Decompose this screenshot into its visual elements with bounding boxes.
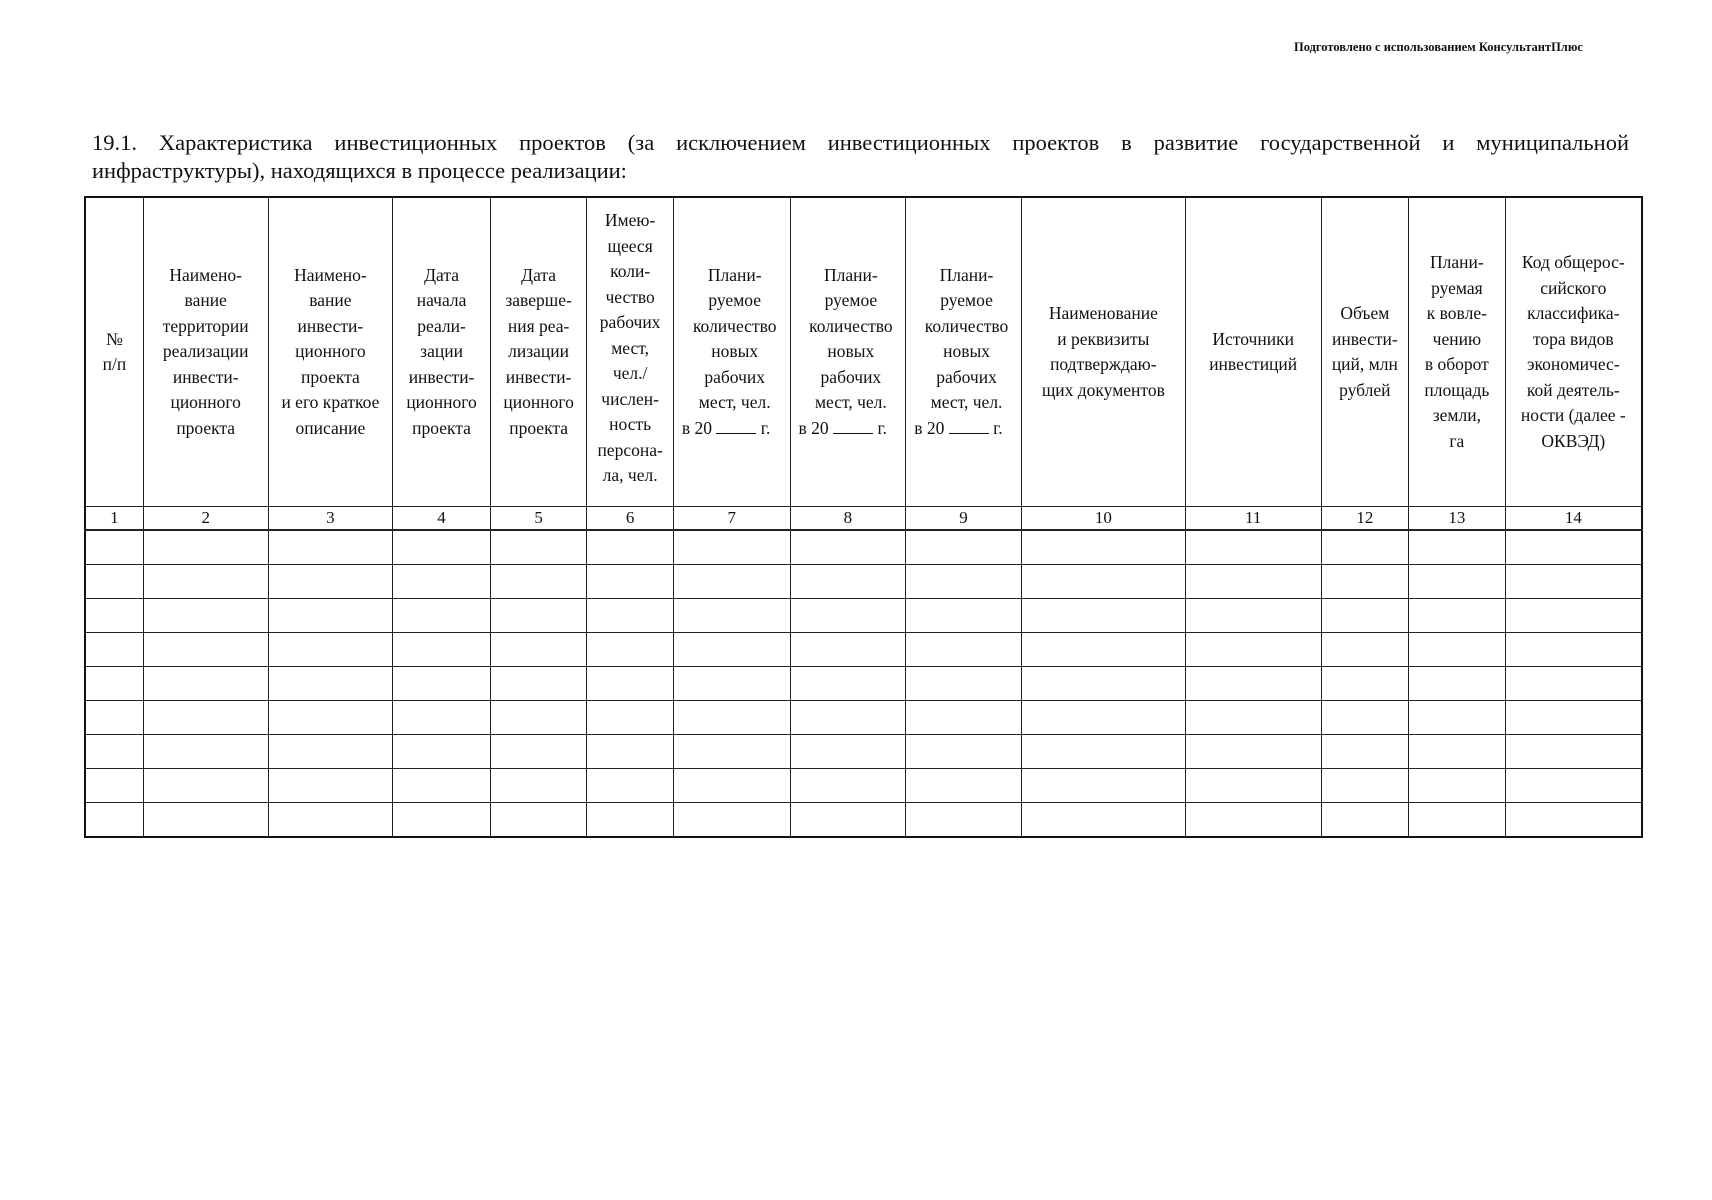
header-line: новых	[943, 341, 990, 362]
table-cell[interactable]	[906, 667, 1022, 701]
header-line: Наимено-	[294, 264, 367, 285]
table-cell[interactable]	[1409, 530, 1506, 565]
header-line: руемое	[940, 290, 993, 311]
header-line: мест,	[611, 337, 649, 358]
header-line: ность	[609, 414, 652, 434]
table-cell[interactable]	[143, 701, 268, 735]
table-cell[interactable]	[1505, 803, 1642, 838]
table-cell[interactable]	[1021, 667, 1185, 701]
table-cell[interactable]	[143, 667, 268, 701]
table-row	[85, 633, 1642, 667]
header-line: рабочих	[704, 366, 766, 387]
header-line: инвести-	[172, 366, 239, 387]
header-line: Дата	[424, 264, 459, 285]
table-cell[interactable]	[790, 667, 906, 701]
header-line: вание	[184, 290, 227, 311]
header-line: площадь	[1424, 379, 1490, 400]
table-cell[interactable]	[1321, 735, 1409, 769]
table-cell[interactable]	[1185, 701, 1321, 735]
column-number: 2	[143, 507, 268, 531]
table-cell[interactable]	[268, 530, 393, 565]
table-cell[interactable]	[906, 769, 1022, 803]
header-line: Плани-	[707, 264, 762, 285]
table-cell[interactable]	[490, 530, 587, 565]
table-cell[interactable]	[393, 633, 491, 667]
header-line: описание	[295, 417, 366, 438]
table-cell[interactable]	[1505, 565, 1642, 599]
table-cell[interactable]	[143, 769, 268, 803]
header-line: Наименование	[1048, 303, 1158, 323]
year-line	[682, 416, 788, 442]
header-line: щееся	[607, 235, 653, 256]
table-row	[85, 565, 1642, 599]
header-line: реали-	[417, 315, 466, 336]
header-line: проекта	[412, 417, 471, 438]
header-line: зации	[420, 341, 463, 362]
table-cell[interactable]	[143, 803, 268, 838]
column-number: 6	[587, 507, 674, 531]
table-cell[interactable]	[1185, 530, 1321, 565]
investment-projects-table	[84, 196, 1643, 838]
table-cell[interactable]	[906, 701, 1022, 735]
table-cell[interactable]	[1505, 667, 1642, 701]
header-line: чению	[1432, 328, 1482, 349]
header-line: ционного	[503, 392, 574, 413]
header-cell	[790, 197, 906, 507]
table-cell[interactable]	[1321, 633, 1409, 667]
table-row	[85, 599, 1642, 633]
year-blank[interactable]	[833, 417, 873, 434]
header-line: Источники	[1212, 328, 1294, 349]
table-cell[interactable]	[490, 803, 587, 838]
header-line: Код общерос-	[1521, 252, 1625, 272]
table-cell[interactable]	[143, 633, 268, 667]
table-cell[interactable]	[587, 667, 674, 701]
table-cell[interactable]	[1505, 599, 1642, 633]
column-number-row	[85, 507, 1642, 531]
header-line: инвести-	[1331, 328, 1398, 349]
table-header-row	[85, 197, 1642, 507]
table-cell[interactable]	[790, 599, 906, 633]
header-line: реализации	[162, 341, 249, 362]
header-cell	[1021, 197, 1185, 507]
table-cell[interactable]	[268, 633, 393, 667]
table-row	[85, 701, 1642, 735]
header-line: тора видов	[1533, 328, 1614, 349]
header-cell	[143, 197, 268, 507]
header-line: кой деятель-	[1526, 379, 1620, 400]
table-body	[85, 507, 1642, 838]
table-cell[interactable]	[587, 599, 674, 633]
year-blank[interactable]	[949, 417, 989, 434]
header-line: начала	[416, 290, 467, 311]
header-line: ОКВЭД)	[1541, 430, 1606, 451]
table-cell[interactable]	[143, 735, 268, 769]
header-line: руемая	[1431, 277, 1483, 298]
table-cell[interactable]	[393, 701, 491, 735]
header-line: рабочих	[599, 312, 661, 332]
header-line: числен-	[601, 388, 659, 409]
table-cell[interactable]	[268, 701, 393, 735]
table-cell[interactable]	[1409, 735, 1506, 769]
header-cell	[490, 197, 587, 507]
header-line: ционного	[406, 392, 477, 413]
header-line: количество	[692, 315, 777, 336]
table-cell[interactable]	[790, 735, 906, 769]
header-cell	[587, 197, 674, 507]
header-line: новых	[827, 341, 875, 362]
table-cell[interactable]	[393, 769, 491, 803]
table-cell[interactable]	[393, 530, 491, 565]
section-heading	[92, 129, 1629, 185]
header-line: проекта	[176, 417, 236, 438]
table-cell[interactable]	[673, 565, 790, 599]
header-line: №	[106, 328, 123, 349]
column-number: 11	[1185, 507, 1321, 531]
header-line: инвести-	[408, 366, 475, 387]
table-cell[interactable]	[906, 565, 1022, 599]
header-line: земли,	[1432, 405, 1481, 425]
table-cell[interactable]	[143, 599, 268, 633]
table-cell[interactable]	[673, 803, 790, 838]
year-blank[interactable]	[716, 417, 756, 434]
table-cell[interactable]	[1185, 565, 1321, 599]
table-cell[interactable]	[1505, 701, 1642, 735]
table-cell[interactable]	[1021, 530, 1185, 565]
header-line: чество	[605, 286, 655, 307]
column-number: 3	[268, 507, 393, 531]
table-cell[interactable]	[1409, 701, 1506, 735]
header-line: заверше-	[505, 290, 572, 311]
table-cell[interactable]	[587, 565, 674, 599]
table-cell[interactable]	[1321, 530, 1409, 565]
table-row	[85, 769, 1642, 803]
year-prefix: в 20	[798, 417, 829, 438]
header-cell	[85, 197, 143, 507]
table-cell[interactable]	[268, 565, 393, 599]
table-cell[interactable]	[673, 735, 790, 769]
table-cell[interactable]	[1185, 769, 1321, 803]
table-cell[interactable]	[1321, 565, 1409, 599]
column-number: 4	[393, 507, 491, 531]
header-line: инвести-	[297, 315, 364, 336]
header-line: проекта	[301, 366, 360, 387]
table-cell[interactable]	[393, 803, 491, 838]
table-cell[interactable]	[1185, 633, 1321, 667]
header-cell	[1321, 197, 1409, 507]
table-cell[interactable]	[1021, 769, 1185, 803]
header-line: ций, млн	[1331, 354, 1398, 374]
table-cell[interactable]	[1505, 633, 1642, 667]
header-line: коли-	[610, 261, 651, 281]
table-cell[interactable]	[1321, 803, 1409, 838]
year-suffix: г.	[873, 417, 888, 438]
table-cell[interactable]	[85, 565, 143, 599]
header-line: Объем	[1340, 303, 1390, 323]
table-cell[interactable]	[790, 565, 906, 599]
table-cell[interactable]	[1185, 735, 1321, 769]
header-line: руемое	[824, 290, 878, 311]
table-cell[interactable]	[268, 735, 393, 769]
header-line: га	[1449, 430, 1465, 451]
header-line: Дата	[521, 264, 557, 285]
table-cell[interactable]	[268, 667, 393, 701]
table-cell[interactable]	[1021, 633, 1185, 667]
table-cell[interactable]	[673, 633, 790, 667]
table-cell[interactable]	[1185, 599, 1321, 633]
table-cell[interactable]	[906, 633, 1022, 667]
table-cell[interactable]	[490, 735, 587, 769]
table-cell[interactable]	[1321, 599, 1409, 633]
table-cell[interactable]	[587, 803, 674, 838]
table-cell[interactable]	[1021, 599, 1185, 633]
table-cell[interactable]	[490, 769, 587, 803]
table-cell[interactable]	[587, 530, 674, 565]
table-cell[interactable]	[393, 667, 491, 701]
header-line: ционного	[170, 392, 241, 413]
header-line: мест, чел.	[814, 392, 887, 413]
table-cell[interactable]	[673, 530, 790, 565]
header-line: рабочих	[820, 366, 882, 387]
header-line: мест, чел.	[930, 392, 1003, 413]
table-row	[85, 667, 1642, 701]
header-line: к вовле-	[1426, 303, 1487, 323]
header-line: ности (далее -	[1520, 405, 1626, 425]
year-prefix: в 20	[681, 417, 713, 438]
table-cell[interactable]	[1021, 803, 1185, 838]
table-cell[interactable]	[906, 803, 1022, 838]
year-suffix: г.	[988, 417, 1003, 438]
table-cell[interactable]	[268, 769, 393, 803]
table-row	[85, 735, 1642, 769]
column-number: 10	[1021, 507, 1185, 531]
table-cell[interactable]	[587, 769, 674, 803]
header-line: мест, чел.	[698, 392, 771, 413]
table-cell[interactable]	[1185, 667, 1321, 701]
table-cell[interactable]	[1409, 565, 1506, 599]
table-cell[interactable]	[393, 599, 491, 633]
header-cell	[1409, 197, 1506, 507]
table-cell[interactable]	[1409, 599, 1506, 633]
header-line: инвестиций	[1209, 354, 1298, 374]
table-cell[interactable]	[1021, 701, 1185, 735]
header-cell	[268, 197, 393, 507]
table-cell[interactable]	[673, 701, 790, 735]
table-cell[interactable]	[906, 735, 1022, 769]
column-number: 8	[790, 507, 906, 531]
header-line: и его краткое	[281, 392, 380, 413]
table-cell[interactable]	[1505, 735, 1642, 769]
table-cell[interactable]	[587, 735, 674, 769]
table-cell[interactable]	[1505, 530, 1642, 565]
table-cell[interactable]	[1321, 667, 1409, 701]
table-cell[interactable]	[85, 530, 143, 565]
table-cell[interactable]	[790, 530, 906, 565]
header-line: чел./	[612, 363, 648, 383]
column-number: 5	[490, 507, 587, 531]
header-line: инвести-	[505, 366, 572, 387]
column-number: 9	[906, 507, 1022, 531]
table-cell[interactable]	[85, 667, 143, 701]
table-cell[interactable]	[393, 735, 491, 769]
table-cell[interactable]	[673, 769, 790, 803]
year-suffix: г.	[756, 417, 771, 438]
year-line	[914, 416, 1019, 442]
header-line: количество	[924, 315, 1009, 336]
table-cell[interactable]	[1185, 803, 1321, 838]
header-line: рабочих	[936, 366, 997, 387]
header-line: руемое	[708, 290, 762, 311]
header-line: сийского	[1540, 277, 1607, 298]
table-cell[interactable]	[490, 599, 587, 633]
table-cell[interactable]	[587, 701, 674, 735]
header-cell	[393, 197, 491, 507]
table-cell[interactable]	[673, 667, 790, 701]
table-row	[85, 530, 1642, 565]
header-line: ционного	[295, 341, 366, 362]
table-cell[interactable]	[1505, 769, 1642, 803]
table-cell[interactable]	[1409, 667, 1506, 701]
header-line: п/п	[102, 354, 127, 374]
header-line: проекта	[509, 417, 568, 438]
table-cell[interactable]	[143, 530, 268, 565]
table-cell[interactable]	[85, 701, 143, 735]
table-cell[interactable]	[85, 803, 143, 838]
header-line: в оборот	[1424, 354, 1489, 374]
table-row	[85, 803, 1642, 838]
header-line: количество	[809, 315, 893, 336]
table-cell[interactable]	[490, 633, 587, 667]
column-number: 14	[1505, 507, 1642, 531]
year-line	[799, 416, 904, 442]
table-cell[interactable]	[393, 565, 491, 599]
header-line: Плани-	[824, 264, 878, 285]
column-number: 12	[1321, 507, 1409, 531]
header-line: Имею-	[604, 210, 656, 230]
header-line: и реквизиты	[1057, 328, 1150, 349]
header-line: вание	[309, 290, 352, 311]
year-prefix: в 20	[914, 417, 945, 438]
table-cell[interactable]	[673, 599, 790, 633]
consultant-plus-watermark: Подготовлено с использованием КонсультантПлюс	[1294, 40, 1583, 54]
table-cell[interactable]	[790, 769, 906, 803]
table-cell[interactable]	[143, 565, 268, 599]
table-cell[interactable]	[790, 803, 906, 838]
header-cell	[673, 197, 790, 507]
header-cell	[1185, 197, 1321, 507]
header-line: рублей	[1339, 379, 1391, 400]
table-cell[interactable]	[790, 701, 906, 735]
column-number: 1	[85, 507, 143, 531]
header-cell	[1505, 197, 1642, 507]
table-cell[interactable]	[1409, 633, 1506, 667]
header-line: экономичес-	[1526, 354, 1620, 374]
header-line: территории	[162, 315, 249, 336]
header-line: новых	[711, 341, 759, 362]
header-line: персона-	[597, 439, 663, 460]
heading-line-1: 19.1. Характеристика инвестиционных проектов (за исключением инвестиционных проектов в развитие государственной и муниципальной	[92, 130, 1629, 155]
header-cell	[906, 197, 1022, 507]
header-line: лизации	[508, 341, 570, 362]
table-cell[interactable]	[1409, 803, 1506, 838]
table-cell[interactable]	[587, 633, 674, 667]
table-cell[interactable]	[85, 735, 143, 769]
table-cell[interactable]	[1321, 701, 1409, 735]
heading-line-2: инфраструктуры), находящихся в процессе реализации:	[92, 158, 627, 183]
table-cell[interactable]	[85, 769, 143, 803]
table-cell[interactable]	[1409, 769, 1506, 803]
table-cell[interactable]	[1021, 735, 1185, 769]
table-cell[interactable]	[85, 599, 143, 633]
table-cell[interactable]	[1021, 565, 1185, 599]
header-line: Плани-	[939, 264, 994, 285]
header-line: ния реа-	[507, 315, 570, 336]
table-cell[interactable]	[490, 701, 587, 735]
header-line: щих документов	[1041, 379, 1165, 400]
table-cell[interactable]	[790, 633, 906, 667]
header-line: ла, чел.	[602, 465, 658, 485]
table-cell[interactable]	[1321, 769, 1409, 803]
header-line: классифика-	[1527, 303, 1620, 323]
table-cell[interactable]	[490, 565, 587, 599]
column-number: 7	[673, 507, 790, 531]
header-line: Наимено-	[169, 264, 242, 285]
header-line: Плани-	[1430, 252, 1484, 272]
table-cell[interactable]	[490, 667, 587, 701]
header-line: подтверждаю-	[1050, 354, 1157, 374]
table-cell[interactable]	[268, 599, 393, 633]
table-cell[interactable]	[85, 633, 143, 667]
table-cell[interactable]	[906, 530, 1022, 565]
table-cell[interactable]	[268, 803, 393, 838]
table-cell[interactable]	[906, 599, 1022, 633]
column-number: 13	[1409, 507, 1506, 531]
